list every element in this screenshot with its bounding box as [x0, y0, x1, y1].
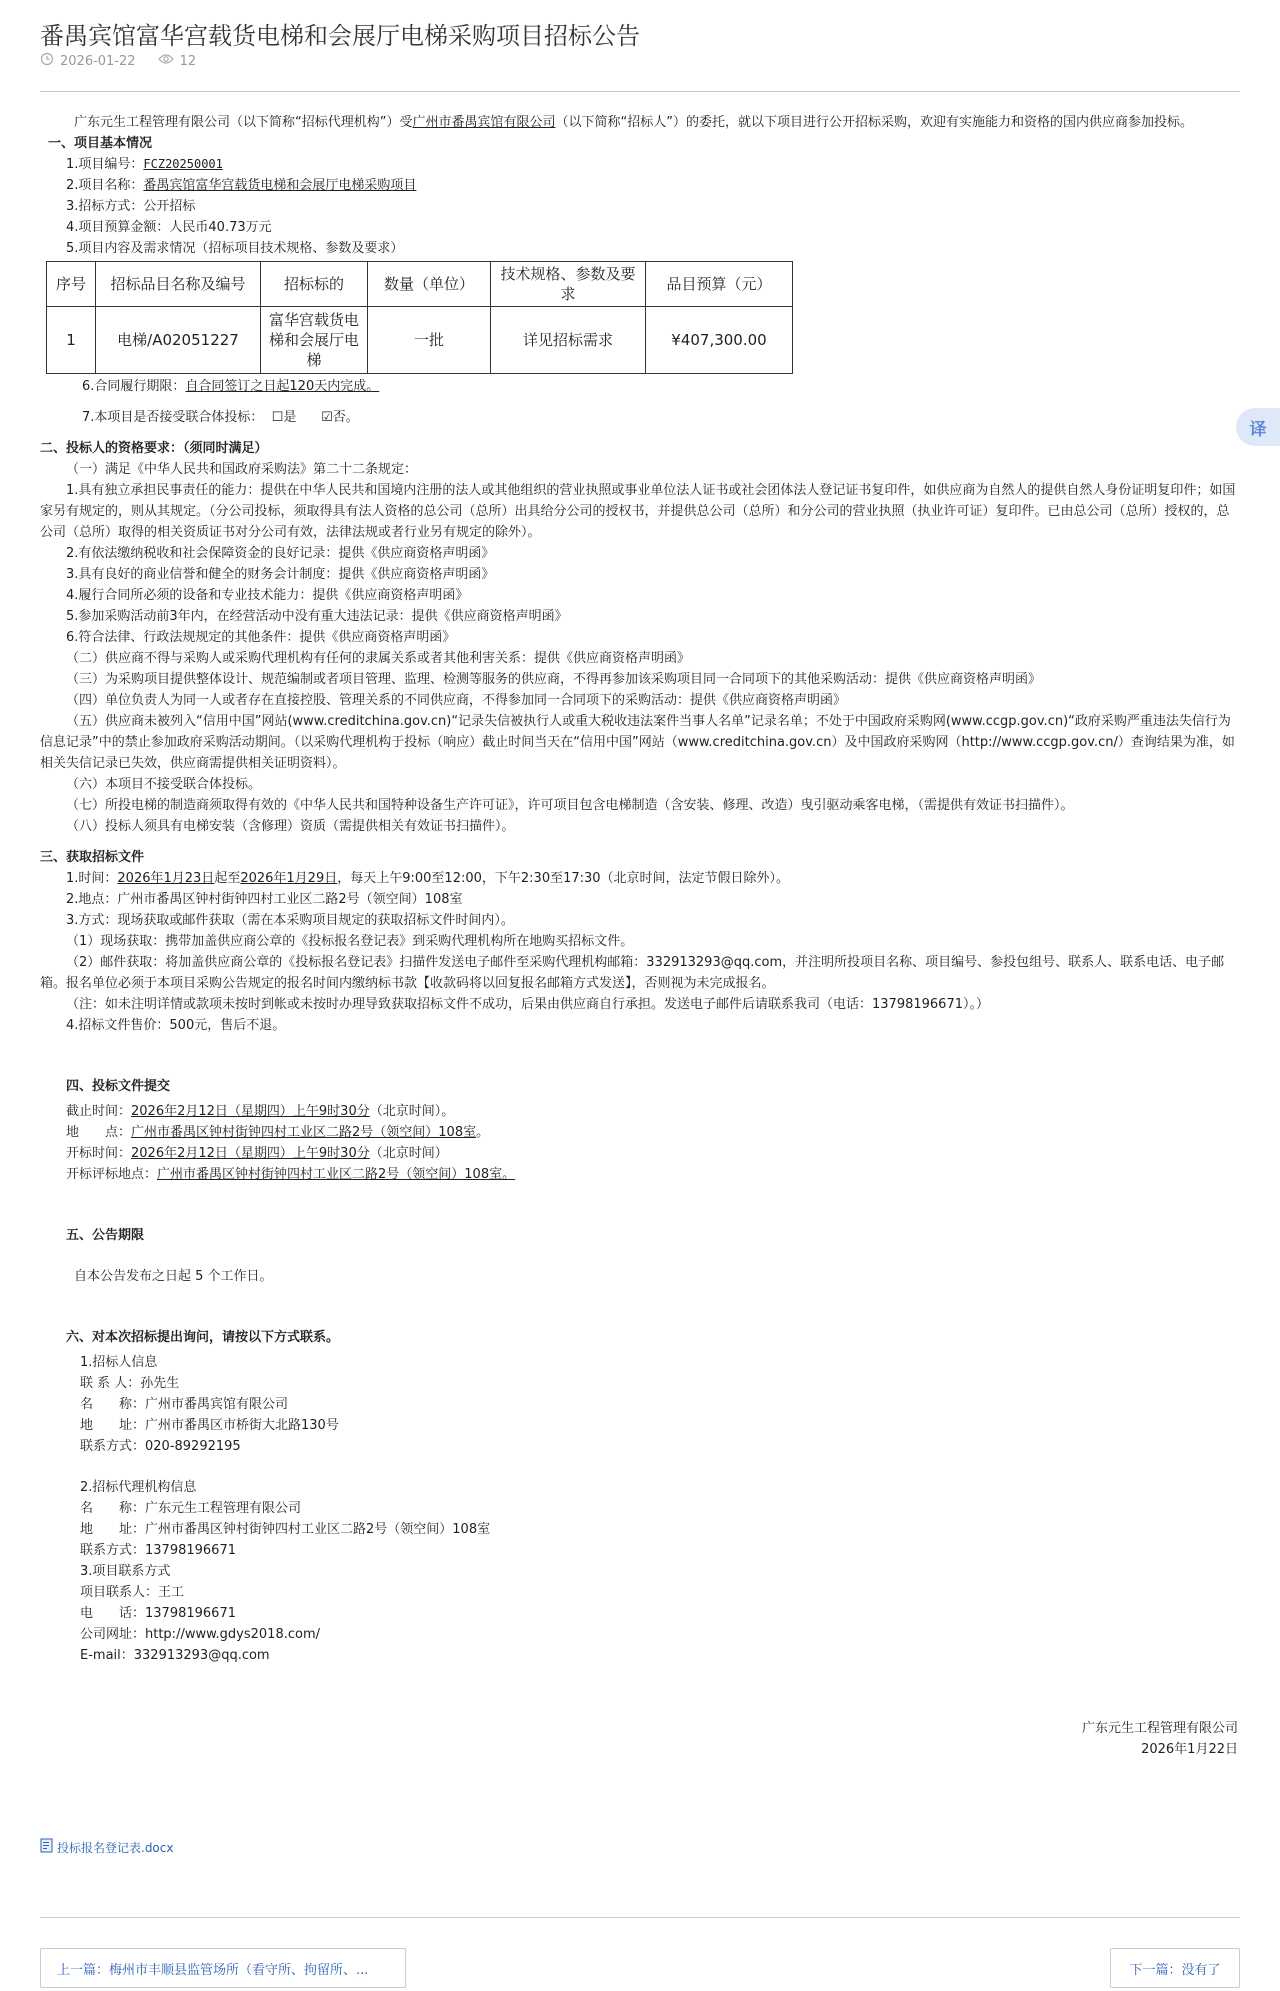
qualification-line: 6.符合法律、行政法规规定的其他条件：提供《供应商资格声明函》	[66, 630, 456, 645]
opening-time	[40, 1143, 1240, 1164]
announcement-body	[40, 110, 1240, 1760]
section-1-heading: 一、项目基本情况	[48, 136, 153, 151]
obtain-time-connector: 起至	[214, 871, 241, 886]
tenderer-name-link: 广州市番禺宾馆有限公司	[412, 115, 556, 130]
table-header-row	[47, 262, 793, 307]
qualification-line: 2.有依法缴纳税收和社会保障资金的良好记录：提供《供应商资格声明函》	[66, 546, 495, 561]
page-title: 番禺宾馆富华宫载货电梯和会展厅电梯采购项目招标公告	[40, 22, 640, 50]
tender-method: 3.招标方式：公开招标	[66, 199, 196, 214]
obtain-line: 3.方式：现场获取或邮件获取（需在本采购项目规定的获取招标文件时间内）。	[66, 913, 514, 928]
table-header-cell: 品目预算（元）	[646, 262, 793, 307]
contact-line: 联系方式：020-89292195	[80, 1439, 241, 1454]
table-header-cell: 数量（单位）	[368, 262, 491, 307]
section-5-heading: 五、公告期限	[66, 1228, 145, 1243]
qualification-line: （一）满足《中华人民共和国政府采购法》第二十二条规定：	[66, 462, 418, 477]
contact-line: 3.项目联系方式	[80, 1564, 171, 1579]
contact-line: 电 话：13798196671	[80, 1606, 236, 1621]
procurement-table	[46, 261, 793, 374]
opening-location	[40, 1164, 1240, 1185]
contact-line: 名 称：广州市番禺宾馆有限公司	[80, 1397, 289, 1412]
opening-location-value: 广州市番禺区钟村街钟四村工业区二路2号（领空间）108室。	[157, 1167, 516, 1182]
obtain-time	[40, 868, 1240, 889]
obtain-start-date: 2026年1月23日	[117, 871, 215, 886]
obtain-line: 4.招标文件售价：500元，售后不退。	[66, 1018, 286, 1033]
qualification-line: （七）所投电梯的制造商须取得有效的《中华人民共和国特种设备生产许可证》，许可项目包含电梯制造（含安装、修理、改造）曳引驱动乘客电梯，（需提供有效证书扫描件）。	[66, 798, 1074, 813]
attachment-link[interactable]	[40, 1838, 173, 1856]
contact-line: 名 称：广东元生工程管理有限公司	[80, 1501, 302, 1516]
checkbox-unchecked-icon: ☐	[271, 410, 284, 425]
submission-deadline-label: 截止时间：	[66, 1104, 132, 1119]
table-cell: 详见招标需求	[491, 307, 646, 374]
consortium-question	[40, 407, 1240, 428]
translate-button[interactable]: 译	[1236, 408, 1280, 446]
qualification-line: 5.参加采购活动前3年内，在经营活动中没有重大违法记录：提供《供应商资格声明函》	[66, 609, 568, 624]
contact-line: 公司网址：http://www.gdys2018.com/	[80, 1627, 320, 1642]
contact-line: 地 址：广州市番禺区钟村街钟四村工业区二路2号（领空间）108室	[80, 1522, 491, 1537]
notice-period: 自本公告发布之日起 5 个工作日。	[74, 1269, 273, 1284]
intro-text-c: （以下简称“招标人”）的委托，就以下项目进行公开招标采购，欢迎有实施能力和资格的国内供应商参加投标。	[555, 115, 1193, 130]
project-name	[40, 175, 1240, 196]
obtain-line: （2）邮件获取：将加盖供应商公章的《投标报名登记表》扫描件发送电子邮件至采购代理机构邮箱：332913293@qq.com，并注明所投项目名称、项目编号、参投包组号、联系人、联系电话、电子邮箱。报名单位必须于本项目采购公告规定的报名时间内缴纳标书款【收款码将以回复报名邮箱方式发送】，否则视为未完成报名。	[40, 955, 1225, 991]
section-2-heading: 二、投标人的资格要求：（须同时满足）	[40, 441, 268, 456]
table-cell: ¥407,300.00	[646, 307, 793, 374]
contact-line: 联 系 人：孙先生	[80, 1376, 180, 1391]
table-cell: 1	[47, 307, 96, 374]
project-name-value: 番禺宾馆富华宫载货电梯和会展厅电梯采购项目	[143, 178, 417, 193]
opening-time-suffix: （北京时间）	[369, 1146, 448, 1161]
project-budget: 4.项目预算金额：人民币40.73万元	[66, 220, 272, 235]
project-number-value: FCZ20250001	[143, 157, 223, 171]
consortium-question-text: 7.本项目是否接受联合体投标：	[82, 410, 264, 425]
submission-deadline	[40, 1101, 1240, 1122]
project-content: 5.项目内容及需求情况（招标项目技术规格、参数及要求）	[66, 241, 404, 256]
attachment-filename[interactable]: 投标报名登记表.docx	[57, 1840, 174, 1855]
opening-time-value: 2026年2月12日（星期四）上午9时30分	[131, 1146, 370, 1161]
table-header-cell: 技术规格、参数及要求	[491, 262, 646, 307]
table-cell: 电梯/A02051227	[96, 307, 261, 374]
contract-period-label: 6.合同履行期限：	[82, 379, 186, 394]
contract-period	[40, 376, 1240, 397]
previous-article-button[interactable]: 上一篇：梅州市丰顺县监管场所（看守所、拘留所、...	[40, 1948, 406, 1988]
header-divider	[40, 91, 1240, 92]
qualification-line: （二）供应商不得与采购人或采购代理机构有任何的隶属关系或者其他利害关系：提供《供应商资格声明函》	[66, 651, 691, 666]
view-count: 12	[179, 53, 197, 69]
project-name-label: 2.项目名称：	[66, 178, 144, 193]
checkbox-checked-icon: ☑	[321, 410, 333, 425]
obtain-line: （1）现场获取：携带加盖供应商公章的《投标报名登记表》到采购代理机构所在地购买招标文件。	[66, 934, 634, 949]
obtain-time-hours: ，每天上午9:00至12:00，下午2:30至17:30（北京时间，法定节假日除外）。	[337, 871, 790, 886]
intro-paragraph	[40, 112, 1240, 133]
contact-line: 2.招标代理机构信息	[80, 1480, 197, 1495]
section-6-heading: 六、对本次招标提出询问，请按以下方式联系。	[66, 1330, 340, 1345]
submission-location	[40, 1122, 1240, 1143]
eye-icon	[158, 53, 174, 69]
obtain-end-date: 2026年1月29日	[240, 871, 338, 886]
table-cell: 一批	[368, 307, 491, 374]
submission-location-value: 广州市番禺区钟村街钟四村工业区二路2号（领空间）108室	[131, 1125, 477, 1140]
table-header-cell: 序号	[47, 262, 96, 307]
submission-location-label: 地 点：	[66, 1125, 132, 1140]
section-3-heading: 三、获取招标文件	[40, 850, 145, 865]
contact-line: 项目联系人：王工	[80, 1585, 185, 1600]
contact-line: 联系方式：13798196671	[80, 1543, 236, 1558]
signature-company: 广东元生工程管理有限公司	[1081, 1721, 1238, 1736]
consortium-no-label: 否。	[332, 410, 359, 425]
qualification-line: 3.具有良好的商业信誉和健全的财务会计制度：提供《供应商资格声明函》	[66, 567, 495, 582]
contract-period-value: 自合同签订之日起120天内完成。	[185, 379, 380, 394]
opening-time-label: 开标时间：	[66, 1146, 132, 1161]
obtain-line: （注：如未注明详情或款项未按时到帐或未按时办理导致获取招标文件不成功，后果由供应商自行承担。发送电子邮件后请联系我司（电话：13798196671）。）	[66, 997, 989, 1012]
project-number-label: 1.项目编号：	[66, 157, 144, 172]
document-icon	[40, 1838, 54, 1856]
project-number	[40, 154, 1240, 175]
obtain-time-label: 1.时间：	[66, 871, 118, 886]
qualification-line: （八）投标人须具有电梯安装（含修理）资质（需提供相关有效证书扫描件）。	[66, 819, 515, 834]
table-header-cell: 招标品目名称及编号	[96, 262, 261, 307]
signature-date: 2026年1月22日	[1141, 1742, 1238, 1757]
table-header-cell: 招标标的	[261, 262, 368, 307]
contact-line: E-mail：332913293@qq.com	[80, 1648, 270, 1663]
submission-deadline-suffix: （北京时间）。	[369, 1104, 455, 1119]
view-count-group	[158, 53, 197, 69]
obtain-line: 2.地点：广州市番禺区钟村街钟四村工业区二路2号（领空间）108室	[66, 892, 463, 907]
table-cell: 富华宫载货电梯和会展厅电梯	[261, 307, 368, 374]
section-4-heading: 四、投标文件提交	[66, 1079, 171, 1094]
qualification-line: 4.履行合同所必须的设备和专业技术能力：提供《供应商资格声明函》	[66, 588, 469, 603]
qualification-line: （三）为采购项目提供整体设计、规范编制或者项目管理、监理、检测等服务的供应商，不得再参加该采购项目同一合同项下的其他采购活动：提供《供应商资格声明函》	[66, 672, 1042, 687]
qualification-line: （五）供应商未被列入“信用中国”网站(www.creditchina.gov.cn)“记录失信被执行人或重大税收违法案件当事人名单”记录名单；不处于中国政府采购网(www.ccgp.gov.cn)“政府采购严重违法失信行为信息记录”中的禁止参加政府采购活动期间。（以采购代理机构于投标（响应）截止时间当天在“信用中国”网站（www.creditchina.gov.cn）及中国政府采购网（http://www.ccgp.gov.cn/）查询结果为准，如相关失信记录已失效，供应商需提供相关证明资料）。	[40, 714, 1235, 771]
footer-divider	[40, 1917, 1240, 1918]
consortium-yes-label: 是	[283, 410, 297, 425]
contact-line: 1.招标人信息	[80, 1355, 158, 1370]
table-row	[47, 307, 793, 374]
next-article-button[interactable]: 下一篇：没有了	[1110, 1948, 1240, 1988]
contact-line: 地 址：广州市番禺区市桥街大北路130号	[80, 1418, 339, 1433]
qualification-line: （四）单位负责人为同一人或者存在直接控股、管理关系的不同供应商，不得参加同一合同项下的采购活动：提供《供应商资格声明函》	[66, 693, 847, 708]
opening-location-label: 开标评标地点：	[66, 1167, 158, 1182]
submission-location-suffix: 。	[476, 1125, 490, 1140]
article-meta	[40, 52, 196, 70]
clock-icon	[40, 52, 54, 70]
publish-date: 2026-01-22	[60, 53, 136, 69]
qualification-line: 1.具有独立承担民事责任的能力：提供在中华人民共和国境内注册的法人或其他组织的营业执照或事业单位法人证书或社会团体法人登记证书复印件，如供应商为自然人的提供自然人身份证明复印件；如国家另有规定的，则从其规定。（分公司投标，须取得具有法人资格的总公司（总所）出具给分公司的授权书，并提供总公司（总所）和分公司的营业执照（执业许可证）复印件。已由总公司（总所）授权的，总公司（总所）取得的相关资质证书对分公司有效，法律法规或者行业另有规定的除外）。	[40, 483, 1236, 540]
intro-text-a: 广东元生工程管理有限公司（以下简称“招标代理机构”）受	[74, 115, 413, 130]
qualification-line: （六）本项目不接受联合体投标。	[66, 777, 262, 792]
submission-deadline-value: 2026年2月12日（星期四）上午9时30分	[131, 1104, 370, 1119]
